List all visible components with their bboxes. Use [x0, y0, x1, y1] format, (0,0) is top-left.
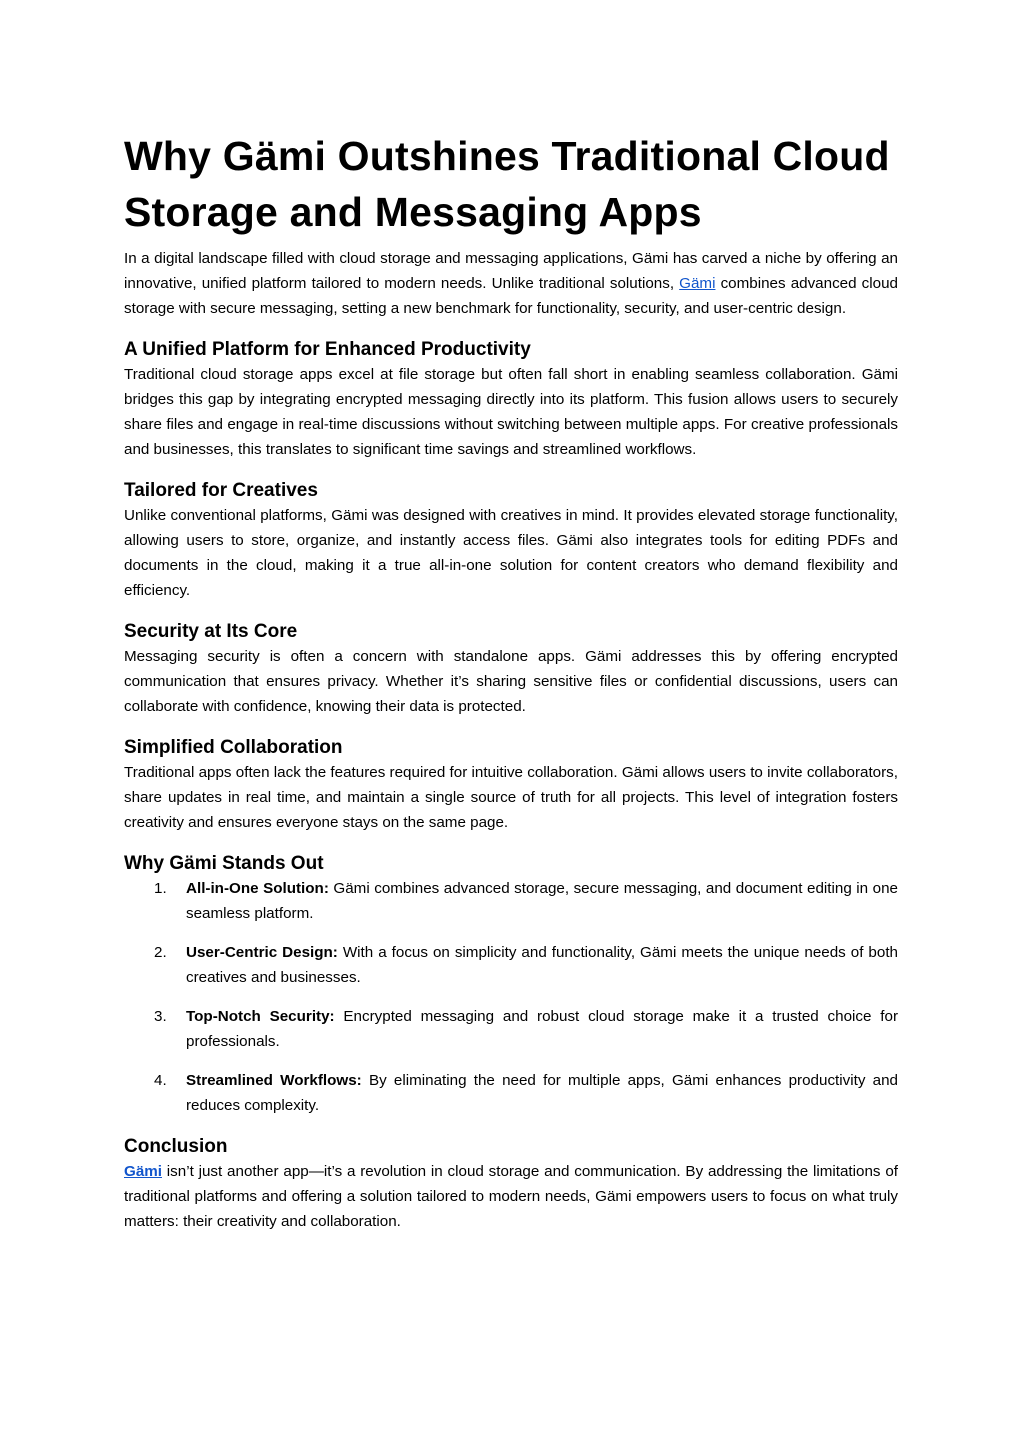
- list-item-label: User-Centric Design:: [186, 944, 338, 961]
- section-unified-platform: [124, 337, 898, 462]
- list-item: [124, 876, 898, 926]
- section-body: Messaging security is often a concern with standalone apps. Gämi addresses this by offering encrypted communication that ensures privacy. Whether it’s sharing sensitive files or confidential discussions, users can collaborate with confidence, knowing their data is protected.: [124, 648, 898, 715]
- conclusion-paragraph: [124, 1159, 898, 1234]
- conclusion-text: isn’t just another app—it’s a revolution in cloud storage and communication. By addressing the limitations of traditional platforms and offering a solution tailored to modern needs, Gämi empowers users to focus on what truly matters: their creativity and collaboration.: [124, 1163, 898, 1230]
- list-number: 4.: [154, 1072, 167, 1089]
- list-item-text: Encrypted messaging and robust cloud storage make it a trusted choice for professionals.: [186, 1008, 899, 1050]
- numbered-list: [124, 876, 898, 1118]
- section-body: Unlike conventional platforms, Gämi was designed with creatives in mind. It provides elevated storage functionality, allowing users to store, organize, and instantly access files. Gämi also integrates tools for editing PDFs and documents in the cloud, making it a true all-in-one solution for content creators who demand flexibility and efficiency.: [124, 507, 898, 599]
- document-page: [124, 128, 898, 1234]
- section-heading: A Unified Platform for Enhanced Productivity: [124, 339, 531, 360]
- section-heading: Tailored for Creatives: [124, 480, 318, 501]
- gami-link[interactable]: Gämi: [124, 1163, 162, 1180]
- intro-text-after-link: combines advanced cloud storage with secure messaging, setting a new benchmark for functionality, security, and user-centric design.: [124, 275, 898, 317]
- list-item-text: By eliminating the need for multiple apps, Gämi enhances productivity and reduces complexity.: [186, 1072, 898, 1114]
- list-number: 1.: [154, 880, 167, 897]
- section-body: Traditional cloud storage apps excel at file storage but often fall short in enabling seamless collaboration. Gämi bridges this gap by integrating encrypted messaging directly into its platform. This fusion allows users to securely share files and engage in real-time discussions without switching between multiple apps. For creative professionals and businesses, this translates to significant time savings and streamlined workflows.: [124, 366, 898, 458]
- document-title: Why Gämi Outshines Traditional Cloud Storage and Messaging Apps: [124, 133, 890, 235]
- section-security: [124, 619, 898, 719]
- section-body: Traditional apps often lack the features required for intuitive collaboration. Gämi allows users to invite collaborators, share updates in real time, and maintain a single source of truth for all projects. This level of integration fosters creativity and ensures everyone stays on the same page.: [124, 764, 898, 831]
- section-conclusion: [124, 1134, 898, 1234]
- section-collaboration: [124, 735, 898, 835]
- gami-link[interactable]: Gämi: [679, 275, 716, 292]
- intro-text-before-link: In a digital landscape filled with cloud storage and messaging applications, Gämi has carved a niche by offering an innovative, unified platform tailored to modern needs. Unlike traditional solutions,: [124, 250, 898, 292]
- list-item: [124, 940, 898, 990]
- section-heading: Conclusion: [124, 1136, 228, 1157]
- section-tailored-creatives: [124, 478, 898, 603]
- list-item: [124, 1068, 898, 1118]
- list-number: 3.: [154, 1008, 167, 1025]
- section-heading: Simplified Collaboration: [124, 737, 343, 758]
- list-item: [124, 1004, 898, 1054]
- list-item-label: Streamlined Workflows:: [186, 1072, 362, 1089]
- section-stands-out: [124, 851, 898, 1118]
- section-heading: Why Gämi Stands Out: [124, 853, 324, 874]
- intro-paragraph: [124, 246, 898, 321]
- list-item-text: Gämi combines advanced storage, secure messaging, and document editing in one seamless platform.: [186, 880, 898, 922]
- list-item-label: All-in-One Solution:: [186, 880, 329, 897]
- section-heading: Security at Its Core: [124, 621, 298, 642]
- list-item-label: Top-Notch Security:: [186, 1008, 335, 1025]
- list-number: 2.: [154, 944, 167, 961]
- list-item-text: With a focus on simplicity and functionality, Gämi meets the unique needs of both creatives and businesses.: [186, 944, 898, 986]
